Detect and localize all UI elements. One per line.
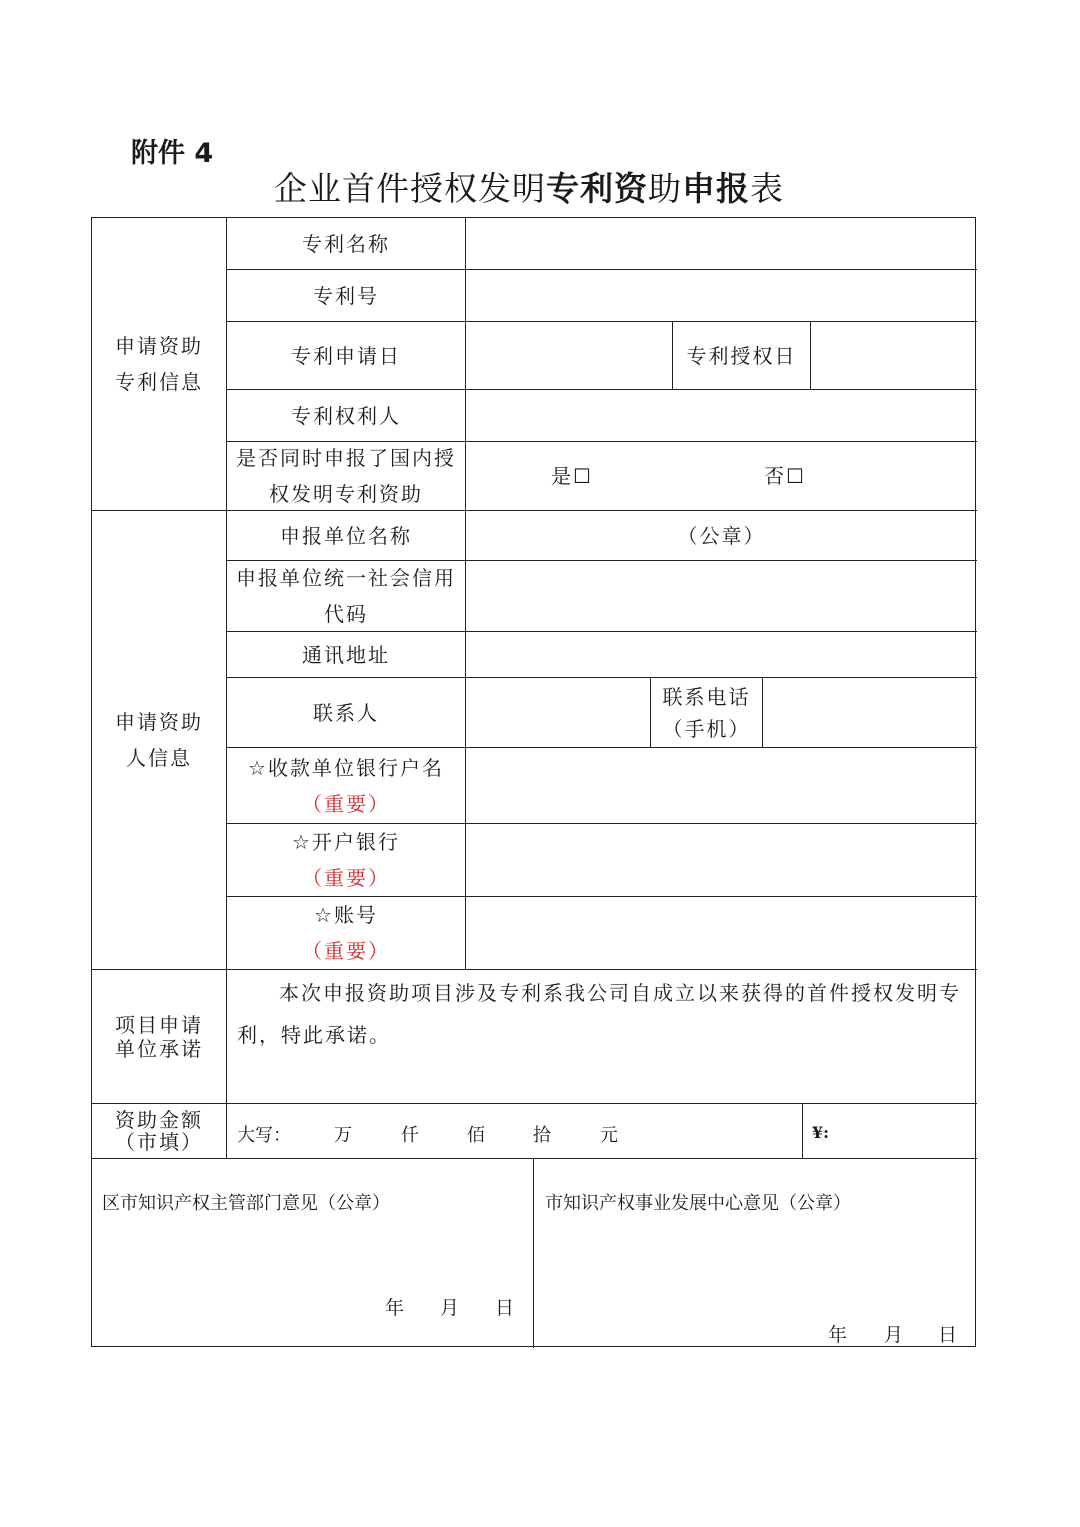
yes-checkbox[interactable]: 是☐ (551, 464, 593, 488)
unit-wan: 万 (334, 1125, 352, 1146)
district-date-year: 年 (385, 1297, 405, 1319)
capital-amount-label: 大写： (237, 1125, 291, 1146)
patentee-label: 专利权利人 (291, 403, 401, 428)
application-form (91, 217, 976, 1347)
address-label: 通讯地址 (302, 642, 390, 667)
city-opinion-label: 市知识产权事业发展中心意见（公章） (545, 1193, 851, 1214)
grid-line (810, 321, 811, 389)
section-label-commitment: 项目申请 单位承诺 (115, 1012, 203, 1061)
section-label-applicant-info: 申请资助 人信息 (115, 710, 203, 770)
commitment-text: 本次申报资助项目涉及专利系我公司自成立以来获得的首件授权发明专 利，特此承诺。 (237, 981, 961, 1047)
city-date-month: 月 (884, 1324, 904, 1346)
district-date-month: 月 (440, 1297, 460, 1319)
district-opinion-label: 区市知识产权主管部门意见（公章） (102, 1193, 390, 1214)
patent-name-label: 专利名称 (302, 231, 390, 256)
unit-name-label: 申报单位名称 (280, 523, 412, 548)
city-date-year: 年 (828, 1324, 848, 1346)
credit-code-label: 申报单位统一社会信用 代码 (236, 566, 456, 626)
unit-bai: 佰 (467, 1125, 485, 1146)
grant-date-label: 专利授权日 (686, 343, 797, 368)
unit-qian: 仟 (401, 1125, 419, 1146)
bank-label: ☆开户银行 （重要） (292, 830, 400, 890)
no-checkbox[interactable]: 否☐ (764, 464, 806, 488)
application-date-label: 专利申请日 (291, 343, 401, 368)
unit-shi: 拾 (533, 1125, 551, 1146)
grid-line (92, 1158, 977, 1159)
section-label-patent-info: 申请资助 专利信息 (115, 334, 203, 394)
page-title: 企业首件授权发明专利资助申报表 (274, 169, 784, 208)
account-number-label: ☆账号 （重要） (302, 903, 390, 963)
grid-line (762, 677, 763, 747)
contact-label: 联系人 (313, 700, 379, 725)
patent-number-label: 专利号 (313, 283, 379, 308)
seal-note: （公章） (677, 523, 766, 548)
yen-amount-label: ¥: (812, 1123, 830, 1142)
section-label-amount: 资助金额 （市填） (115, 1108, 203, 1154)
unit-yuan: 元 (600, 1125, 618, 1146)
phone-label: 联系电话 （手机） (662, 684, 751, 741)
district-date-day: 日 (495, 1297, 515, 1319)
domestic-subsidy-question: 是否同时申报了国内授 权发明专利资助 (236, 446, 456, 506)
grid-line (802, 1103, 803, 1158)
city-date-day: 日 (938, 1324, 958, 1346)
bank-account-name-label: ☆收款单位银行户名 （重要） (248, 755, 444, 816)
grid-line (533, 1158, 534, 1348)
grid-line (465, 218, 466, 969)
attachment-label: 附件 4 (131, 138, 214, 169)
